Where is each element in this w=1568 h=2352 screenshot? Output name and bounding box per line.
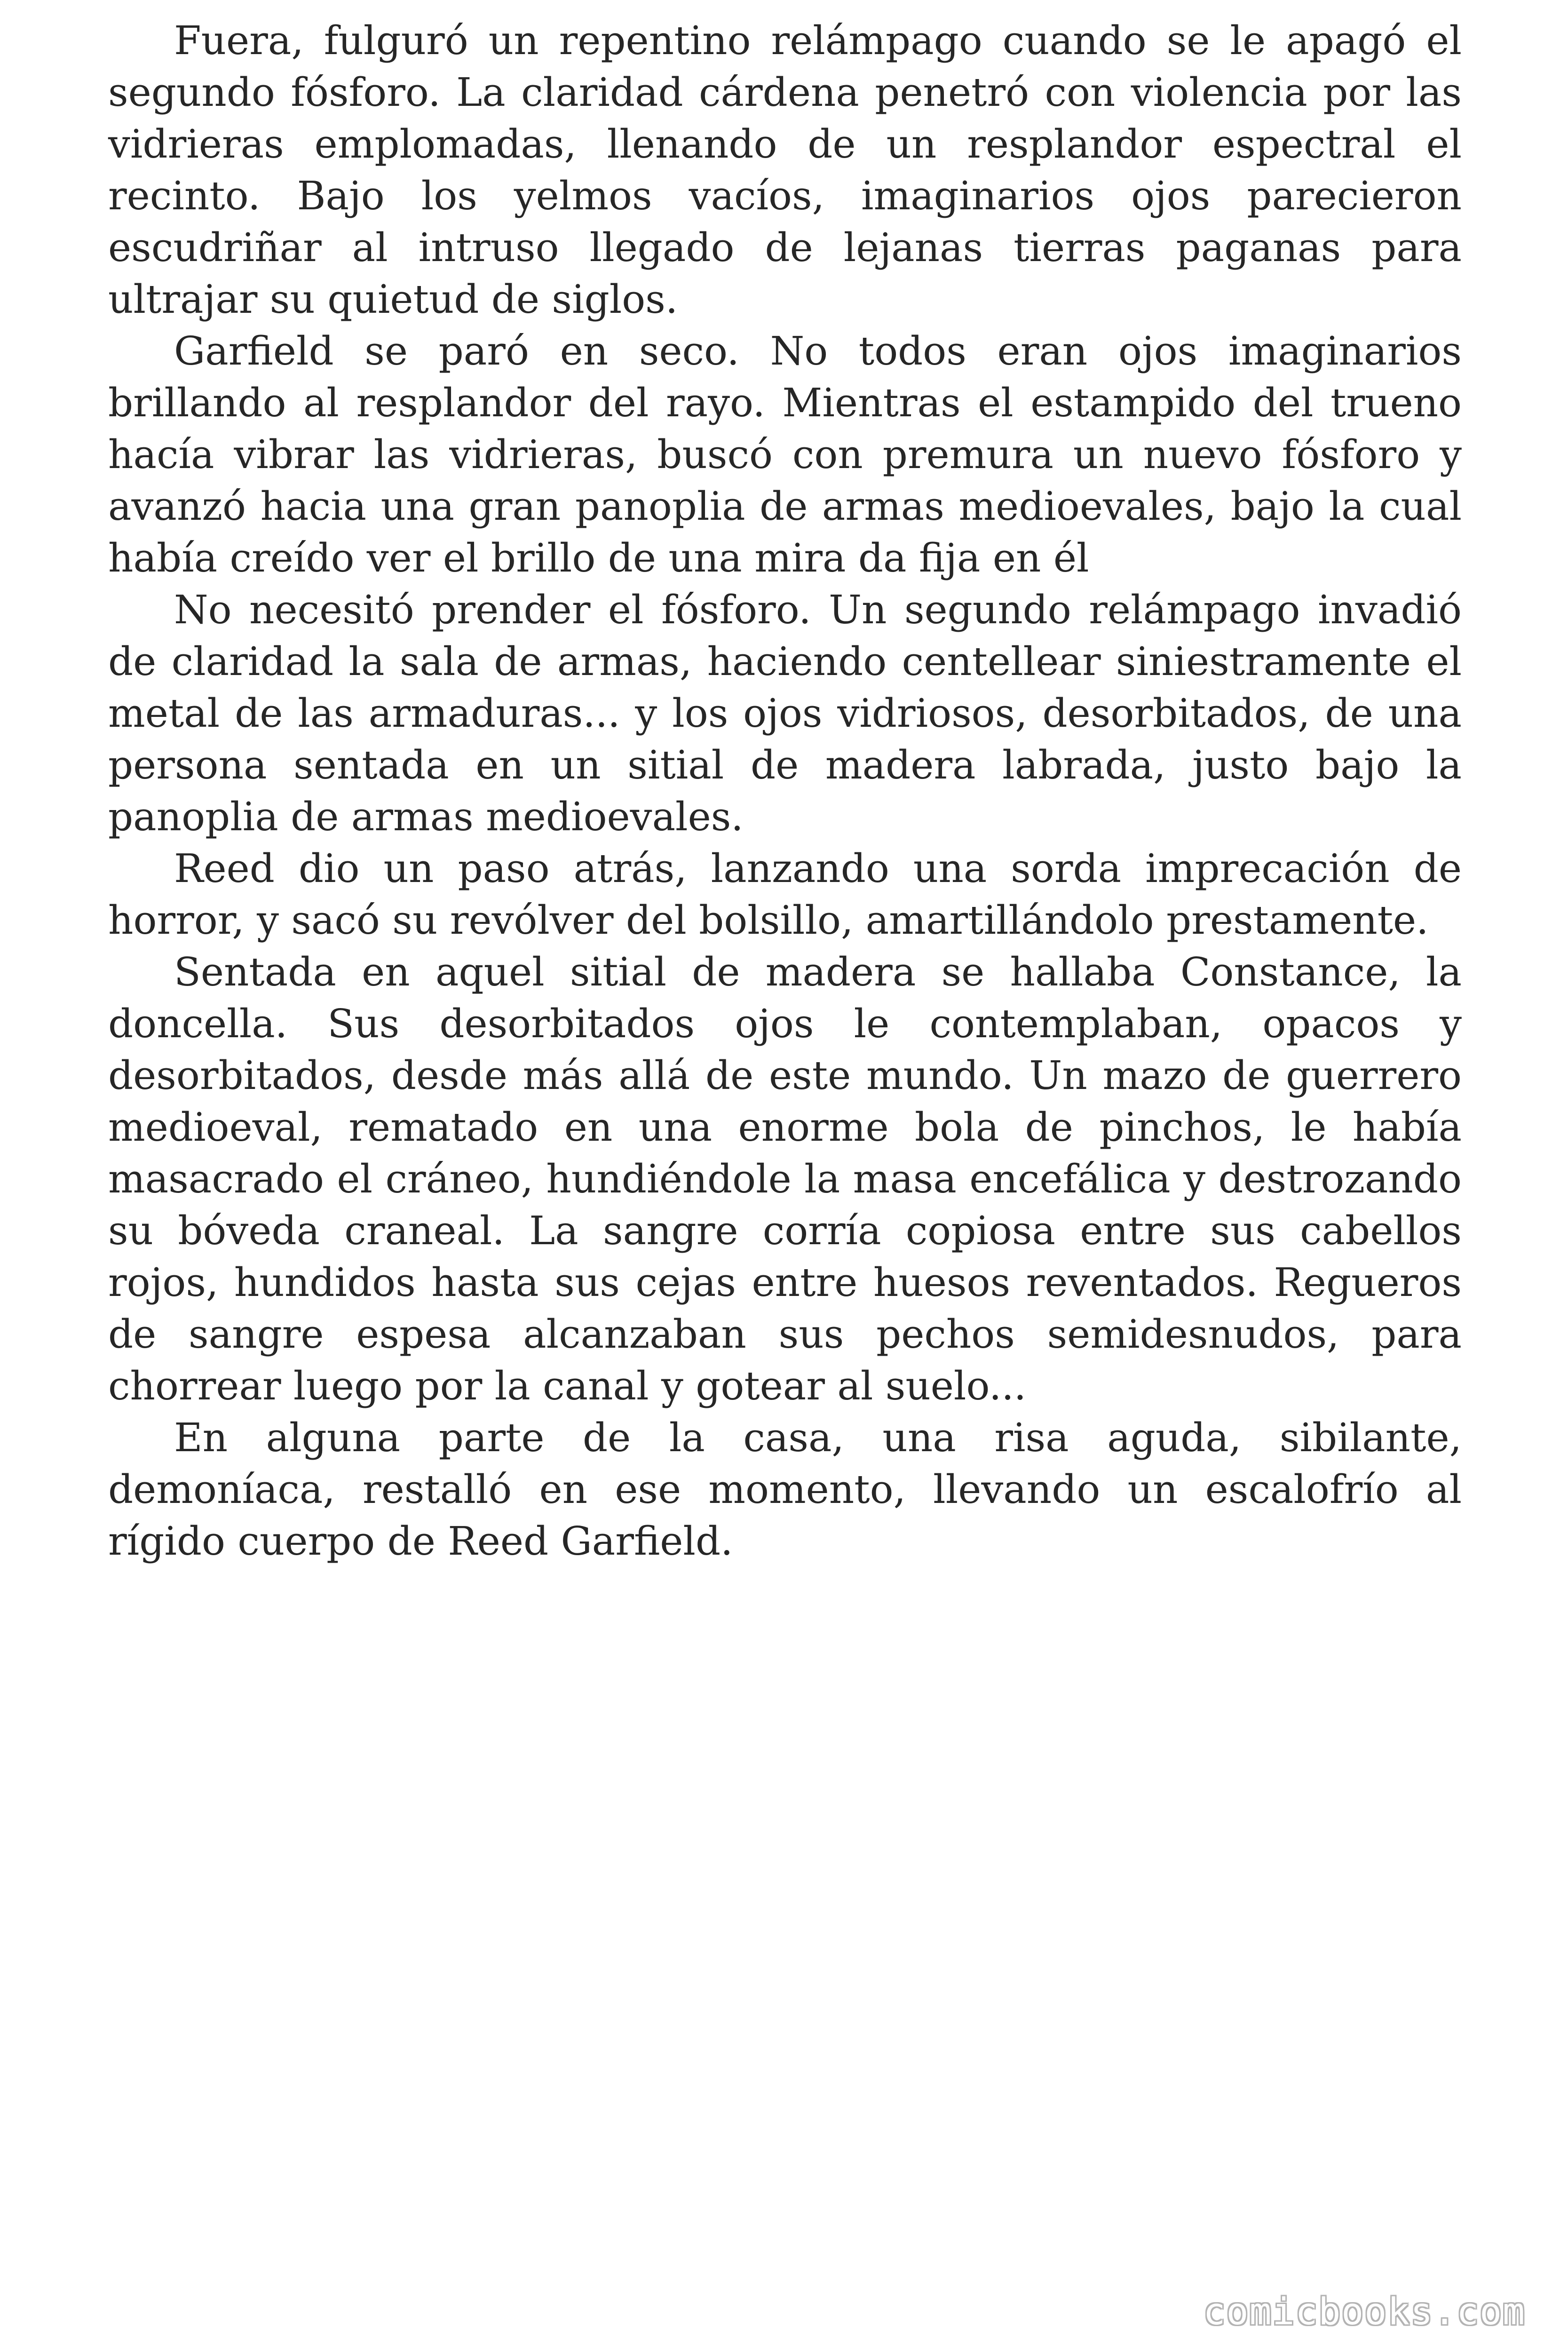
paragraph: No necesitó prender el fósforo. Un segundo relámpago invadió de claridad la sala de armas, haciendo centellear siniestramente el metal de las armaduras... y los ojos vidriosos, desorbitados, de una persona sentada en un sitial de madera labrada, justo bajo la panoplia de armas medioevales. [108,587,1462,840]
paragraph: Garfield se paró en seco. No todos eran ojos imaginarios brillando al resplandor del rayo. Mientras el estampido del trueno hacía vibrar las vidrieras, buscó con premura un nuevo fósforo y avanzó hacia una gran panoplia de armas medioevales, bajo la cual había creído ver el brillo de una mira da fija en él [108,328,1462,581]
paragraph: En alguna parte de la casa, una risa aguda, sibilante, demoníaca, restalló en ese momento, llevando un escalofrío al rígido cuerpo de Reed Garfield. [108,1415,1462,1564]
paragraph: Fuera, fulguró un repentino relámpago cuando se le apagó el segundo fósforo. La claridad cárdena penetró con violencia por las vidrieras emplomadas, llenando de un resplandor espectral el recinto. Bajo los yelmos vacíos, imaginarios ojos parecieron escudriñar al intruso llegado de lejanas tierras paganas para ultrajar su quietud de siglos. [108,18,1462,322]
text-column [108,15,1462,1567]
paragraph: Sentada en aquel sitial de madera se hallaba Constance, la doncella. Sus desorbitados ojos le contemplaban, opacos y desorbitados, desde más allá de este mundo. Un mazo de guerrero medioeval, rematado en una enorme bola de pinchos, le había masacrado el cráneo, hundiéndole la masa encefálica y destrozando su bóveda craneal. La sangre corría copiosa entre sus cabellos rojos, hundidos hasta sus cejas entre huesos reventados. Regueros de sangre espesa alcanzaban sus pechos semidesnudos, para chorrear luego por la canal y gotear al suelo... [108,949,1462,1409]
watermark: comicbooks.com [1203,2291,1526,2333]
paragraph: Reed dio un paso atrás, lanzando una sorda imprecación de horror, y sacó su revólver del bolsillo, amartillándolo prestamente. [108,846,1462,943]
